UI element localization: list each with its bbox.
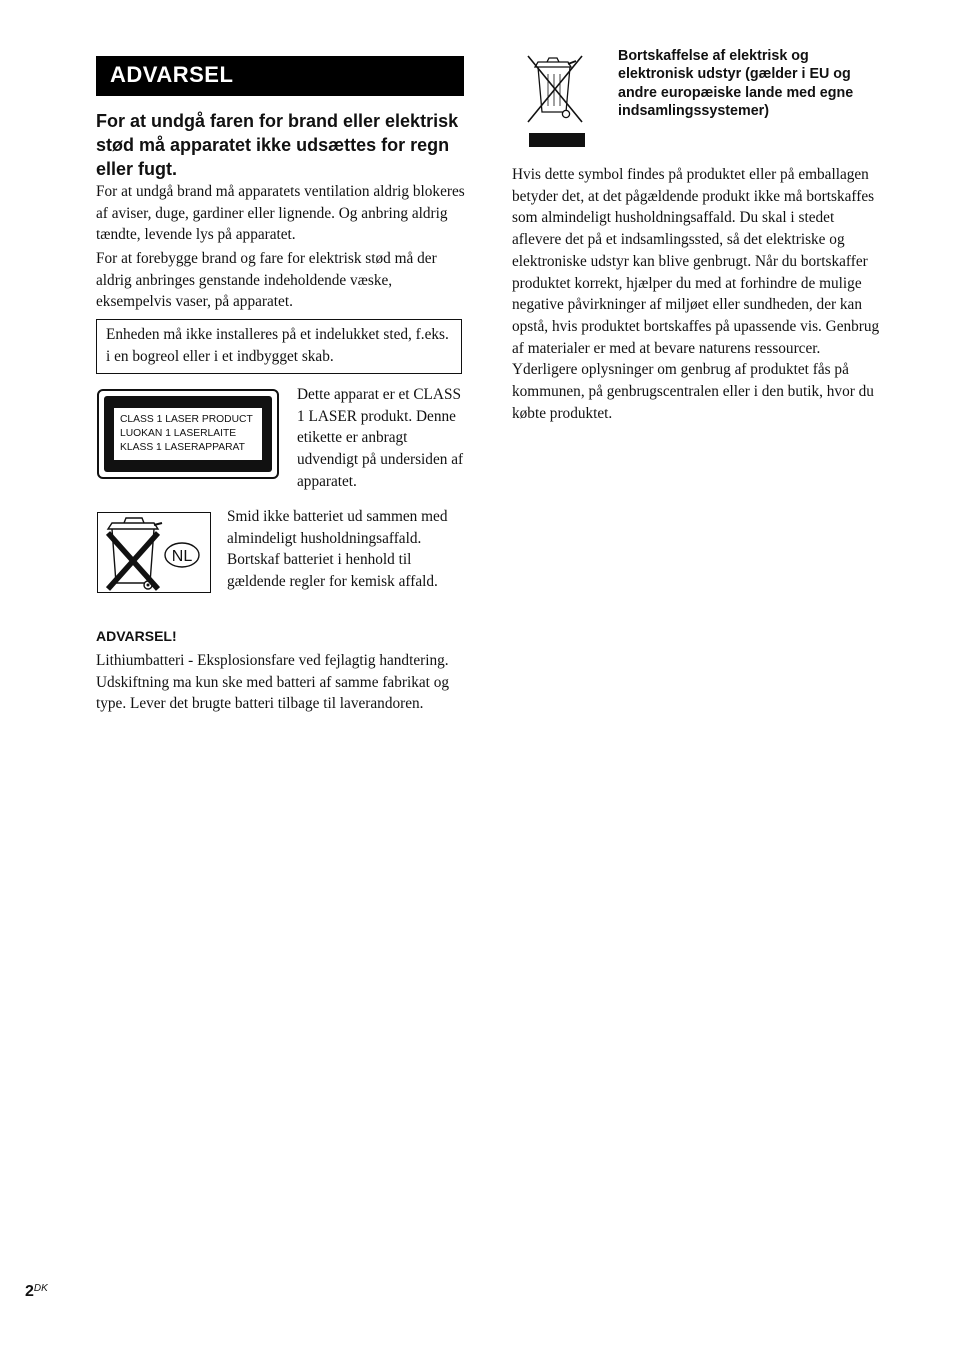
- warning-subheading: For at undgå faren for brand eller elektrisk stød må apparatet ikke udsættes for regn eller fugt.: [96, 111, 459, 179]
- weee-bin-icon: [520, 50, 592, 132]
- weee-black-bar: [529, 133, 585, 147]
- installation-note-box: Enheden må ikke installeres på et indelukket sted, f.eks. i en bogreol eller i et indbygget skab.: [96, 319, 462, 374]
- banner-title: ADVARSEL: [110, 62, 234, 87]
- lithium-warning-body: [96, 650, 468, 715]
- page-number-value: 2: [25, 1283, 34, 1300]
- laser-label-line: CLASS 1 LASER PRODUCT: [120, 414, 253, 425]
- weee-heading: Bortskaffelse af elektrisk og elektronisk udstyr (gælder i EU og andre europæiske lande med egne indsamlingssystemer): [618, 48, 854, 120]
- advarsel-banner: [96, 56, 464, 96]
- laser-product-label: [97, 389, 279, 479]
- battery-disposal-text: Smid ikke batteriet ud sammen med almindeligt husholdningsaffald. Bortskaf batteriet i henhold til gældende regler for kemisk affald.: [227, 508, 448, 591]
- page-number: [25, 1283, 48, 1301]
- liquid-paragraph: For at forebygge brand og fare for elektrisk stød må der aldrig anbringes genstande indeholdende væske, eksempelvis vaser, på apparatet.: [96, 250, 437, 311]
- laser-label-line: KLASS 1 LASERAPPARAT: [120, 442, 245, 453]
- battery-symbol-text: NL: [171, 548, 193, 565]
- weee-paragraph: Hvis dette symbol findes på produktet eller på emballagen betyder det, at det pågældende produkt ikke må bortskaffes som almindeligt husholdningsaffald. Du skal i stedet aflevere det på et indsamlingssted, så det elektriske og elektroniske udstyr kan blive genbrugt. Når du bortskaffer produktet korrekt, hjælper du med at forhindre de mulige negative påvirkninger af miljøet eller sundheden, der kan opstå, hvis produktet bortskaffes på upassende vis. Genbrug af materialer er med at bevare naturens ressourcer. Yderligere oplysninger om genbrug af produktet fås på kommunen, på genbrugscentralen eller i den butik, hvor du købte produktet.: [512, 166, 880, 422]
- lithium-warning-line: Lithiumbatteri - Eksplosionsfare ved fejlagtig handtering.: [96, 652, 449, 669]
- laser-description: Dette apparat er et CLASS 1 LASER produkt. Denne etikette er anbragt udvendigt på undersiden af apparatet.: [297, 386, 464, 490]
- weee-symbol: [520, 50, 592, 132]
- lithium-warning-title: ADVARSEL!: [96, 628, 177, 644]
- ventilation-paragraph: For at undgå brand må apparatets ventilation aldrig blokeres af aviser, duge, gardiner eller lignende. Og anbring aldrig tændte, levende lys på apparatet.: [96, 183, 465, 244]
- battery-disposal-symbol: [97, 512, 211, 593]
- crossed-bin-icon: [98, 513, 210, 592]
- lithium-warning-line: Udskiftning ma kun ske med batteri af samme fabrikat og type. Lever det brugte batteri tilbage til laverandoren.: [96, 673, 450, 713]
- laser-label-line: LUOKAN 1 LASERLAITE: [120, 428, 237, 439]
- page-language-suffix: DK: [33, 1283, 48, 1294]
